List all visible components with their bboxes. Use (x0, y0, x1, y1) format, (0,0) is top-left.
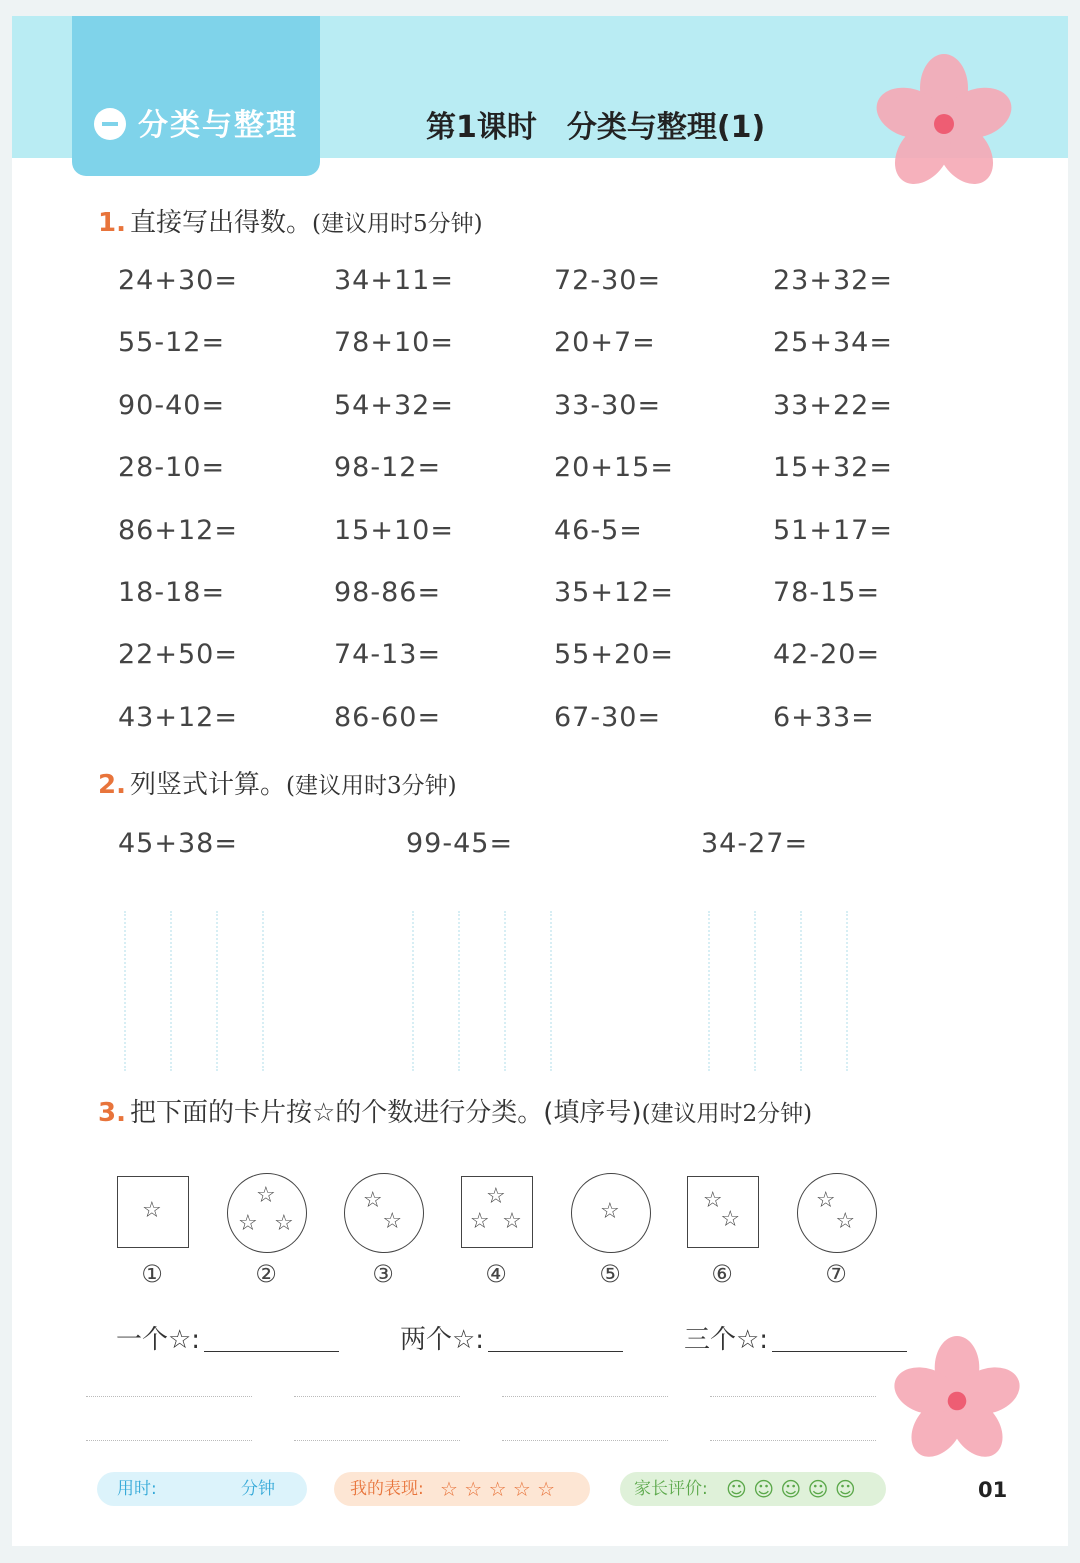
equation: 42-20= (773, 639, 881, 671)
equation: 72-30= (554, 265, 662, 296)
vertical-problem: 99-45= (406, 828, 514, 859)
q3-text: 把下面的卡片按☆的个数进行分类。(填序号) (129, 1098, 642, 1128)
q2-number: 2. (98, 770, 126, 800)
notes-line (86, 1440, 252, 1441)
category-three-stars (684, 1319, 907, 1356)
equation: 33-30= (554, 389, 662, 421)
equation: 23+32= (773, 265, 893, 296)
unit-label: 分类与整理 (138, 108, 298, 143)
star-icon: ☆ (238, 1211, 258, 1237)
star-card (227, 1173, 307, 1253)
notes-line (294, 1396, 460, 1397)
answer-blank[interactable] (772, 1351, 907, 1352)
equation: 35+12= (554, 577, 674, 608)
equation: 22+50= (118, 639, 238, 671)
work-guide-line (216, 911, 218, 1071)
q3-heading (98, 1092, 812, 1129)
unit-tab (72, 16, 320, 176)
card-number: ④ (485, 1260, 507, 1288)
card-number: ⑥ (711, 1260, 733, 1288)
worksheet-page (12, 16, 1068, 1546)
self-rating (334, 1472, 590, 1506)
equation: 43+12= (118, 701, 238, 733)
equation: 46-5= (554, 514, 643, 546)
time-spent-field[interactable] (97, 1472, 307, 1506)
category-two-stars (400, 1319, 623, 1356)
page-number: 01 (978, 1478, 1008, 1502)
flower-sticker-icon (874, 54, 1014, 194)
equation: 34+11= (334, 265, 454, 296)
star-icon: ☆ (486, 1184, 506, 1209)
equation: 67-30= (554, 701, 662, 733)
work-guide-line (262, 911, 264, 1071)
answer-blank[interactable] (488, 1351, 623, 1352)
equation: 6+33= (773, 701, 875, 733)
star-icon: ☆ (502, 1209, 522, 1235)
equation: 28-10= (118, 452, 226, 484)
equation: 54+32= (334, 389, 454, 421)
work-guide-line (504, 911, 506, 1071)
parent-label: 家长评价: (634, 1479, 708, 1499)
equation: 78-15= (773, 577, 881, 608)
star-icon: ☆ (273, 1211, 294, 1237)
work-guide-line (754, 911, 756, 1071)
q1-number: 1. (98, 208, 126, 238)
equation: 25+34= (773, 327, 893, 359)
q1-text: 直接写出得数。 (129, 208, 312, 238)
category-label: 三个☆: (684, 1325, 769, 1355)
q2-heading (98, 764, 457, 801)
time-label: 用时: (117, 1479, 157, 1499)
equation: 33+22= (773, 389, 893, 421)
equation: 98-86= (334, 577, 442, 608)
answer-blank[interactable] (204, 1351, 339, 1352)
equation: 55+20= (554, 639, 674, 671)
equation: 18-18= (118, 577, 226, 608)
star-icon: ☆ (720, 1207, 741, 1233)
work-guide-line (550, 911, 552, 1071)
card-number: ③ (372, 1260, 394, 1288)
equation: 98-12= (334, 452, 442, 484)
equation: 74-13= (334, 639, 442, 671)
star-icon: ☆ (702, 1188, 723, 1214)
star-icon: ☆ (815, 1188, 836, 1214)
notes-line (86, 1396, 252, 1397)
equation: 78+10= (334, 327, 454, 359)
q2-text: 列竖式计算。 (129, 770, 286, 800)
notes-line (710, 1440, 876, 1441)
equation: 90-40= (118, 389, 226, 421)
card-number: ⑦ (825, 1260, 847, 1288)
rating-stars-icon[interactable]: ☆ ☆ ☆ ☆ ☆ (440, 1477, 556, 1501)
time-unit: 分钟 (241, 1479, 275, 1499)
equation: 51+17= (773, 514, 893, 546)
star-card (571, 1173, 651, 1253)
equation: 86-60= (334, 701, 442, 733)
work-guide-line (708, 911, 710, 1071)
star-card (687, 1176, 759, 1248)
category-label: 两个☆: (400, 1325, 485, 1355)
star-card (117, 1176, 189, 1248)
work-guide-line (124, 911, 126, 1071)
star-card (344, 1173, 424, 1253)
card-number: ② (255, 1260, 277, 1288)
star-icon: ☆ (469, 1209, 490, 1235)
flower-sticker-icon (892, 1336, 1022, 1466)
category-one-star (116, 1319, 339, 1356)
star-icon: ☆ (142, 1198, 162, 1223)
equation: 24+30= (118, 265, 238, 296)
notes-line (294, 1440, 460, 1441)
equation: 86+12= (118, 514, 238, 546)
star-icon: ☆ (362, 1188, 383, 1214)
notes-line (502, 1396, 668, 1397)
work-guide-line (800, 911, 802, 1071)
star-card (461, 1176, 533, 1248)
smiley-faces-icon[interactable]: ☺ ☺ ☺ ☺ ☺ (726, 1477, 856, 1501)
notes-line (710, 1396, 876, 1397)
star-icon: ☆ (835, 1209, 856, 1235)
unit-minus-icon (94, 108, 126, 140)
card-number: ⑤ (599, 1260, 621, 1288)
work-guide-line (412, 911, 414, 1071)
work-guide-line (170, 911, 172, 1071)
q2-hint: (建议用时3分钟) (285, 773, 457, 799)
q1-hint: (建议用时5分钟) (311, 211, 483, 237)
work-guide-line (458, 911, 460, 1071)
star-icon: ☆ (600, 1199, 620, 1224)
lesson-title: 第1课时 分类与整理(1) (426, 110, 766, 145)
parent-rating (620, 1472, 886, 1506)
vertical-problem: 45+38= (118, 828, 238, 859)
vertical-problem: 34-27= (701, 828, 809, 859)
notes-line (502, 1440, 668, 1441)
equation: 15+32= (773, 452, 893, 484)
category-label: 一个☆: (116, 1325, 201, 1355)
work-guide-line (846, 911, 848, 1071)
q3-number: 3. (98, 1098, 126, 1128)
star-icon: ☆ (382, 1209, 403, 1235)
q1-heading (98, 202, 483, 239)
star-card (797, 1173, 877, 1253)
q3-hint: (建议用时2分钟) (641, 1101, 813, 1127)
equation: 55-12= (118, 327, 226, 359)
performance-label: 我的表现: (350, 1479, 424, 1499)
equation: 20+7= (554, 327, 656, 359)
card-number: ① (141, 1260, 163, 1288)
equation: 15+10= (334, 514, 454, 546)
star-icon: ☆ (256, 1183, 276, 1209)
equation: 20+15= (554, 452, 674, 484)
